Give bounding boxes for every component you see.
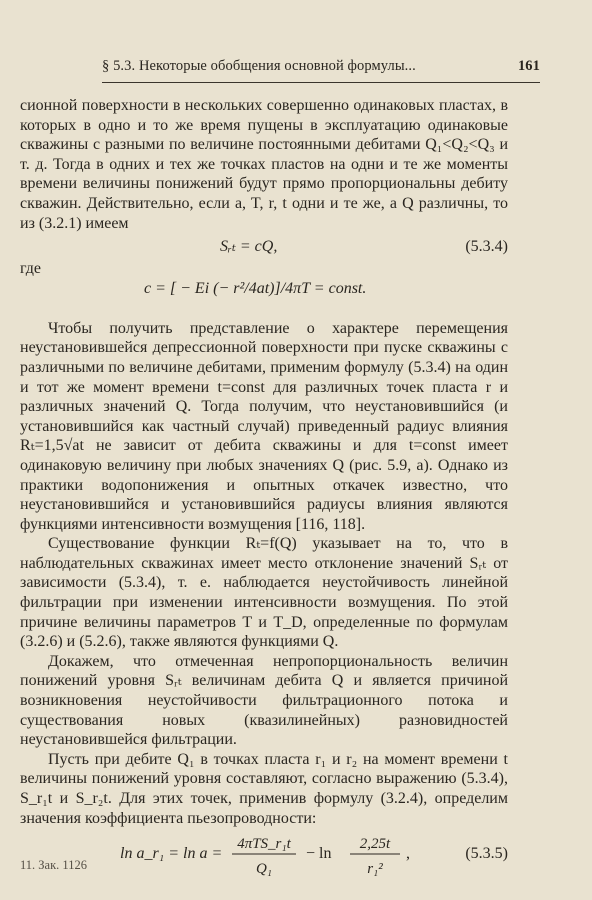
running-header <box>102 58 540 80</box>
paragraph-4: Докажем, что отмеченная непропорциональность величин понижений уровня Sᵣₜ величинам дебита Q и является причиной возникновения неустойчивости фильтрационного потока и существования новых (квазилинейных) разновидностей неустановившейся фильтрации. <box>20 652 508 749</box>
body-text <box>20 96 508 880</box>
formula-5-3-5-lhs: ln a_r₁ = ln a = <box>120 845 223 863</box>
formula-5-3-5-svg <box>20 828 508 880</box>
formula-5-3-4-expression: Sᵣₜ = cQ, <box>220 238 278 256</box>
formula-5-3-5-minus-ln: − ln <box>306 845 332 863</box>
fraction-1-denominator: Q₁ <box>255 861 273 878</box>
formula-5-3-5-comma: , <box>406 845 410 863</box>
formula-5-3-5-number: (5.3.5) <box>465 845 508 863</box>
formula-c-expression: c = [ − Ei (− r²/4at)]/4πT = const. <box>144 279 367 297</box>
paragraph-5: Пусть при дебите Q₁ в точках пласта r₁ и r₂ на момент времени t величины понижений уровня составляют, согласно выражению (5.3.4), S_r₁t и S_r₂t. Для этих точек, применив формулу (3.2.4), определим значения коэффициента пьезопроводности: <box>20 750 508 827</box>
fraction-2-numerator: 2,25t <box>359 836 391 853</box>
formula-5-3-5 <box>20 828 508 880</box>
paragraph-3: Существование функции Rₜ=f(Q) указывает на то, что в наблюдательных скважинах имеет место отклонение значений Sᵣₜ от зависимости (5.3.4), т. е. наблюдается неустойчивость линейной фильтрации при изменении интенсивности возмущения. По этой причине величины параметров T и T_D, определенные по формулам (3.2.6) и (5.2.6), также являются функциями Q. <box>20 535 508 651</box>
formula-c <box>20 279 508 303</box>
header-title: § 5.3. Некоторые обобщения основной формулы... <box>102 58 416 74</box>
footer-signature: 11. Зак. 1126 <box>20 858 87 872</box>
page-number: 161 <box>517 58 540 74</box>
paragraph-2: Чтобы получить представление о характере перемещения неустановившейся депрессионной поверхности при пуске скважины с различными по величине дебитами, применим формулу (5.3.4) на один и тот же момент времени t=const для различных точек пласта r и различных значений Q. Тогда получим, что неустановившийся (и установившийся как частный случай) приведенный радиус влияния Rₜ=1,5√at не зависит от дебита скважины и для t=const имеет одинаковую величину при любых значениях Q (рис. 5.9, а). Однако из практики водопонижения и опытных откачек известно, что неустановившийся и установившийся радиусы влияния являются функциями интенсивности возмущения [116, 118]. <box>20 319 508 533</box>
fraction-2-denominator: r₁² <box>367 861 383 878</box>
fraction-1-numerator: 4πTS_r₁t <box>237 836 291 853</box>
header-rule <box>102 82 540 83</box>
paragraph-1: сионной поверхности в нескольких совершенно одинаковых пластах, в которых в одно и то же время пущены в эксплуатацию одинаковые скважины с разными по величине постоянными дебитами Q₁<Q₂<Q₃ и т. д. Тогда в одних и тех же точках пластов на одни и те же моменты времени величины понижений будут прямо пропорциональны дебиту скважин. Действительно, если a, T, r, t одни и те же, а Q различны, то из (3.2.1) имеем <box>20 97 508 232</box>
book-page <box>20 0 572 900</box>
formula-5-3-4 <box>20 233 508 259</box>
formula-5-3-4-number: (5.3.4) <box>465 238 508 256</box>
where-label: где <box>20 260 42 278</box>
